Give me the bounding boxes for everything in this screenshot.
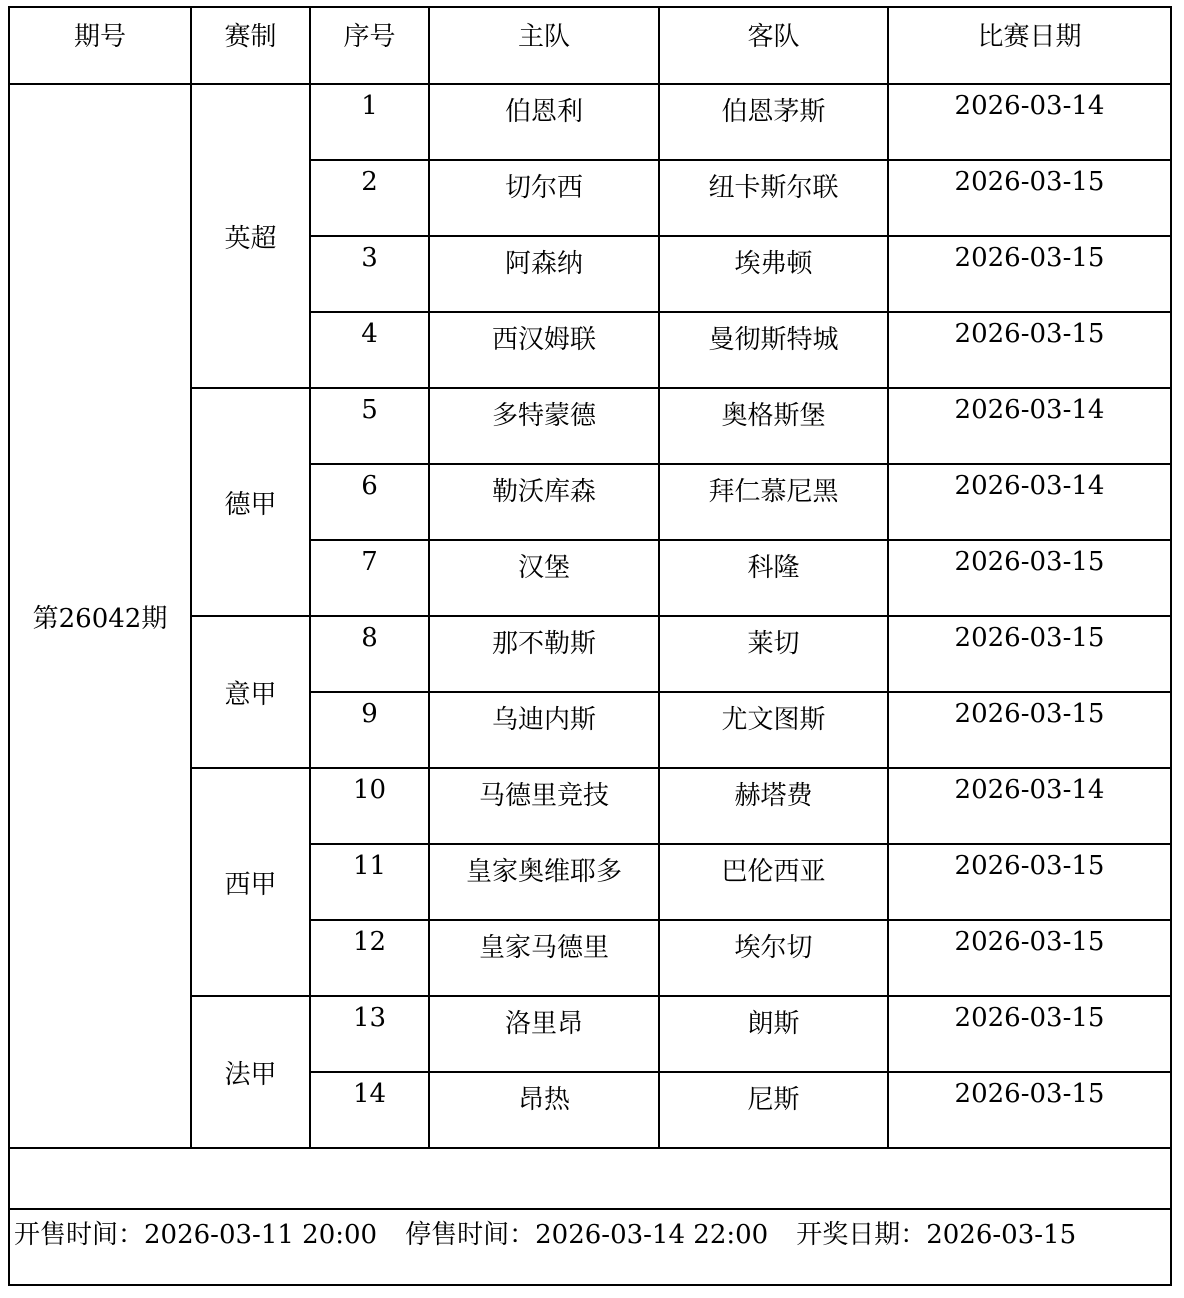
home-team: 洛里昂 [429, 996, 659, 1072]
match-index: 6 [310, 464, 429, 540]
match-date: 2026-03-15 [888, 236, 1171, 312]
footer-row [9, 1209, 1171, 1285]
home-team: 西汉姆联 [429, 312, 659, 388]
away-team: 赫塔费 [659, 768, 888, 844]
match-date: 2026-03-15 [888, 616, 1171, 692]
away-team: 尼斯 [659, 1072, 888, 1148]
match-date: 2026-03-14 [888, 84, 1171, 160]
match-date: 2026-03-14 [888, 768, 1171, 844]
home-team: 马德里竞技 [429, 768, 659, 844]
header-index: 序号 [310, 7, 429, 84]
home-team: 那不勒斯 [429, 616, 659, 692]
away-team: 奥格斯堡 [659, 388, 888, 464]
away-team: 莱切 [659, 616, 888, 692]
match-index: 12 [310, 920, 429, 996]
home-team: 皇家奥维耶多 [429, 844, 659, 920]
match-date: 2026-03-14 [888, 388, 1171, 464]
match-date: 2026-03-15 [888, 160, 1171, 236]
header-row [9, 7, 1171, 84]
header-period: 期号 [9, 7, 191, 84]
match-date: 2026-03-14 [888, 464, 1171, 540]
match-date: 2026-03-15 [888, 540, 1171, 616]
away-team: 纽卡斯尔联 [659, 160, 888, 236]
away-team: 曼彻斯特城 [659, 312, 888, 388]
away-team: 埃尔切 [659, 920, 888, 996]
table-row [9, 84, 1171, 160]
match-date: 2026-03-15 [888, 844, 1171, 920]
home-team: 汉堡 [429, 540, 659, 616]
league-ligue-1: 法甲 [191, 996, 310, 1148]
match-index: 13 [310, 996, 429, 1072]
match-schedule-table [8, 6, 1172, 1286]
home-team: 阿森纳 [429, 236, 659, 312]
match-index: 9 [310, 692, 429, 768]
sale-info [9, 1209, 1171, 1285]
away-team: 朗斯 [659, 996, 888, 1072]
match-date: 2026-03-15 [888, 1072, 1171, 1148]
home-team: 勒沃库森 [429, 464, 659, 540]
home-team: 昂热 [429, 1072, 659, 1148]
away-team: 尤文图斯 [659, 692, 888, 768]
match-index: 5 [310, 388, 429, 464]
match-index: 3 [310, 236, 429, 312]
period-label: 第26042期 [9, 84, 191, 1148]
away-team: 拜仁慕尼黑 [659, 464, 888, 540]
match-index: 4 [310, 312, 429, 388]
away-team: 埃弗顿 [659, 236, 888, 312]
sale-start-time: 开售时间：2026-03-11 20:00 [14, 1220, 378, 1250]
match-date: 2026-03-15 [888, 692, 1171, 768]
match-date: 2026-03-15 [888, 312, 1171, 388]
match-index: 8 [310, 616, 429, 692]
home-team: 切尔西 [429, 160, 659, 236]
match-index: 7 [310, 540, 429, 616]
match-index: 14 [310, 1072, 429, 1148]
blank-row [9, 1148, 1171, 1209]
away-team: 巴伦西亚 [659, 844, 888, 920]
match-date: 2026-03-15 [888, 996, 1171, 1072]
away-team: 科隆 [659, 540, 888, 616]
draw-date: 开奖日期：2026-03-15 [796, 1220, 1077, 1250]
header-match-date: 比赛日期 [888, 7, 1171, 84]
home-team: 皇家马德里 [429, 920, 659, 996]
league-serie-a: 意甲 [191, 616, 310, 768]
league-la-liga: 西甲 [191, 768, 310, 996]
home-team: 多特蒙德 [429, 388, 659, 464]
league-bundesliga: 德甲 [191, 388, 310, 616]
match-index: 11 [310, 844, 429, 920]
league-premier-league: 英超 [191, 84, 310, 388]
match-index: 2 [310, 160, 429, 236]
match-index: 10 [310, 768, 429, 844]
sale-stop-time: 停售时间：2026-03-14 22:00 [405, 1220, 769, 1250]
blank-cell [9, 1148, 1171, 1209]
match-index: 1 [310, 84, 429, 160]
home-team: 乌迪内斯 [429, 692, 659, 768]
match-date: 2026-03-15 [888, 920, 1171, 996]
header-home-team: 主队 [429, 7, 659, 84]
header-league: 赛制 [191, 7, 310, 84]
away-team: 伯恩茅斯 [659, 84, 888, 160]
header-away-team: 客队 [659, 7, 888, 84]
home-team: 伯恩利 [429, 84, 659, 160]
